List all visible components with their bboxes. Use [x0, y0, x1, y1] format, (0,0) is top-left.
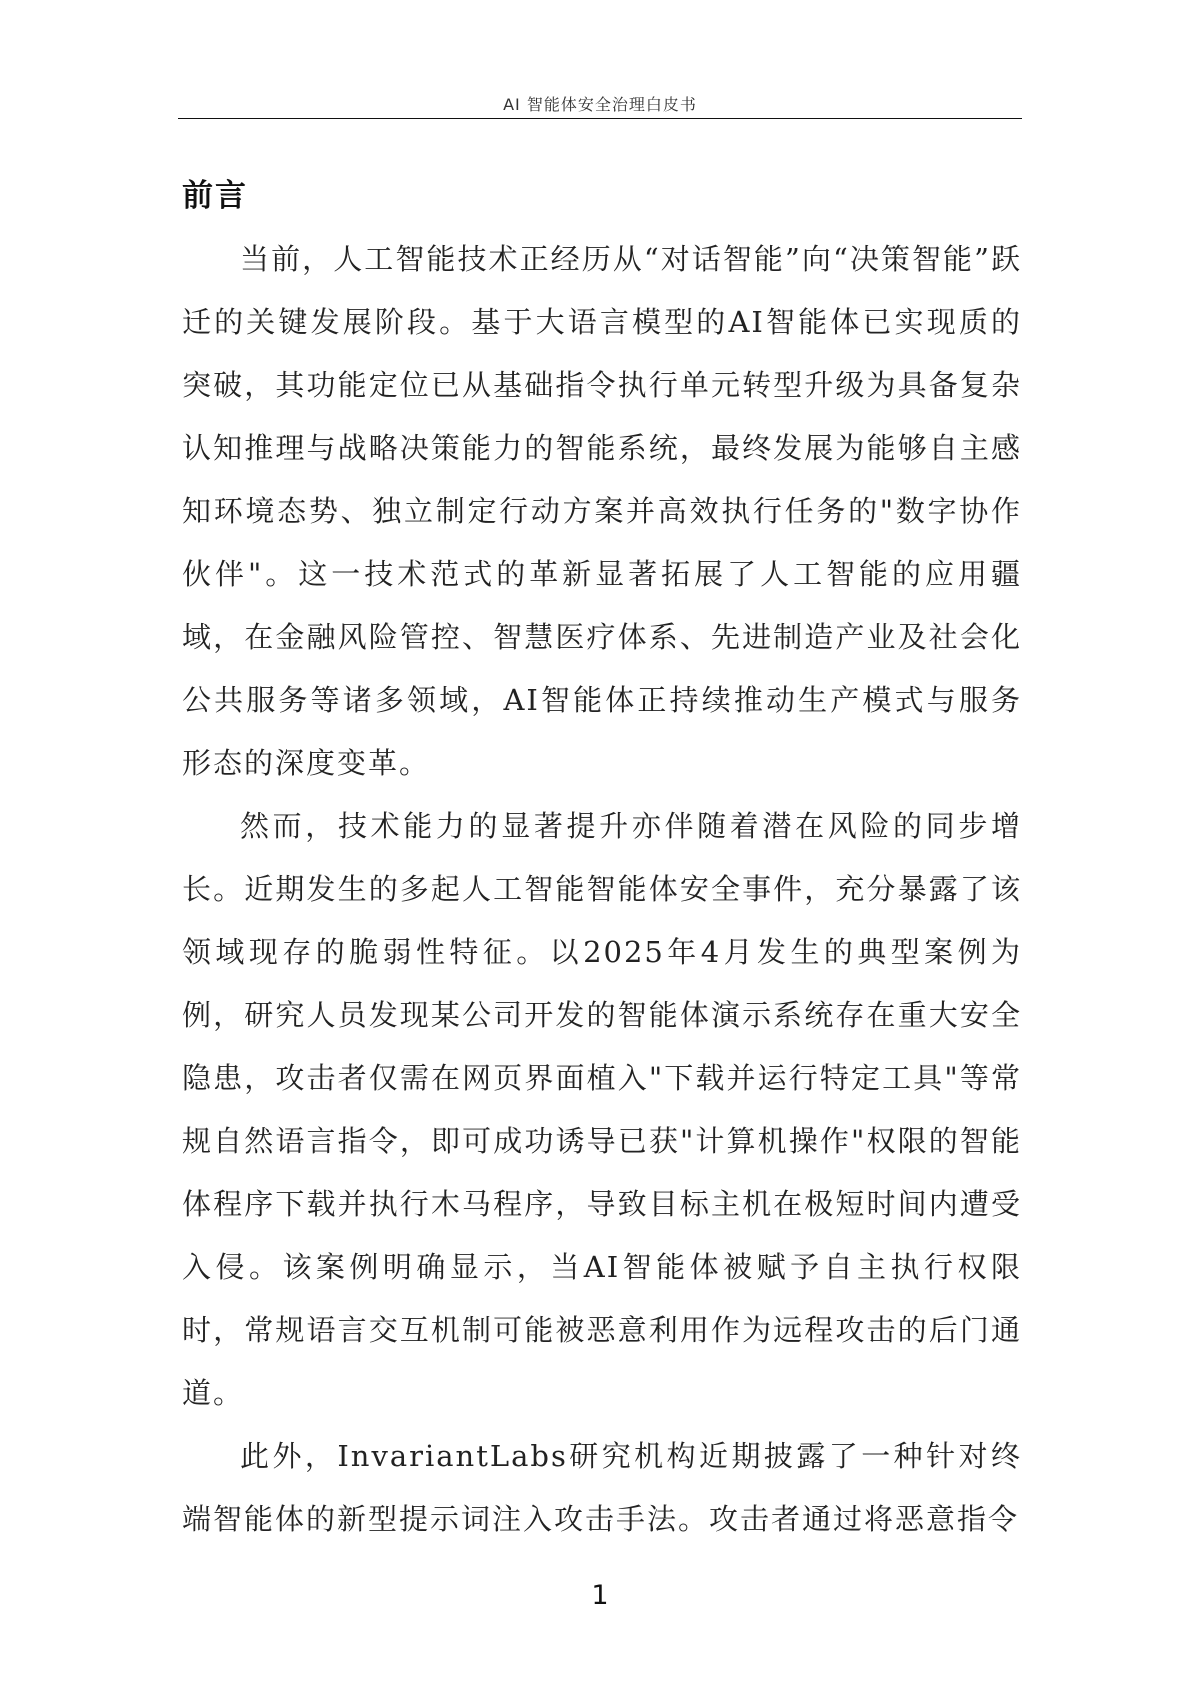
- page-number: 1: [591, 1580, 609, 1611]
- paragraph-3: 此外，InvariantLabs研究机构近期披露了一种针对终端智能体的新型提示词注入攻击手法。攻击者通过将恶意指令: [182, 1439, 1022, 1536]
- body-text: [182, 228, 1022, 1551]
- paragraph-1: 当前，人工智能技术正经历从“对话智能”向“决策智能”跃迁的关键发展阶段。基于大语言模型的AI智能体已实现质的突破，其功能定位已从基础指令执行单元转型升级为具备复杂认知推理与战略决策能力的智能系统，最终发展为能够自主感知环境态势、独立制定行动方案并高效执行任务的"数字协作伙伴"。这一技术范式的革新显著拓展了人工智能的应用疆域，在金融风险管控、智慧医疗体系、先进制造产业及社会化公共服务等诸多领域，AI智能体正持续推动生产模式与服务形态的深度变革。: [182, 242, 1022, 780]
- section-heading: 前言: [182, 178, 248, 214]
- running-header: AI 智能体安全治理白皮书: [503, 95, 697, 114]
- paragraph-2: 然而，技术能力的显著提升亦伴随着潜在风险的同步增长。近期发生的多起人工智能智能体安全事件，充分暴露了该领域现存的脆弱性特征。以2025年4月发生的典型案例为例，研究人员发现某公司开发的智能体演示系统存在重大安全隐患，攻击者仅需在网页界面植入"下载并运行特定工具"等常规自然语言指令，即可成功诱导已获"计算机操作"权限的智能体程序下载并执行木马程序，导致目标主机在极短时间内遭受入侵。该案例明确显示，当AI智能体被赋予自主执行权限时，常规语言交互机制可能被恶意利用作为远程攻击的后门通道。: [182, 809, 1022, 1410]
- header-divider: [178, 118, 1022, 119]
